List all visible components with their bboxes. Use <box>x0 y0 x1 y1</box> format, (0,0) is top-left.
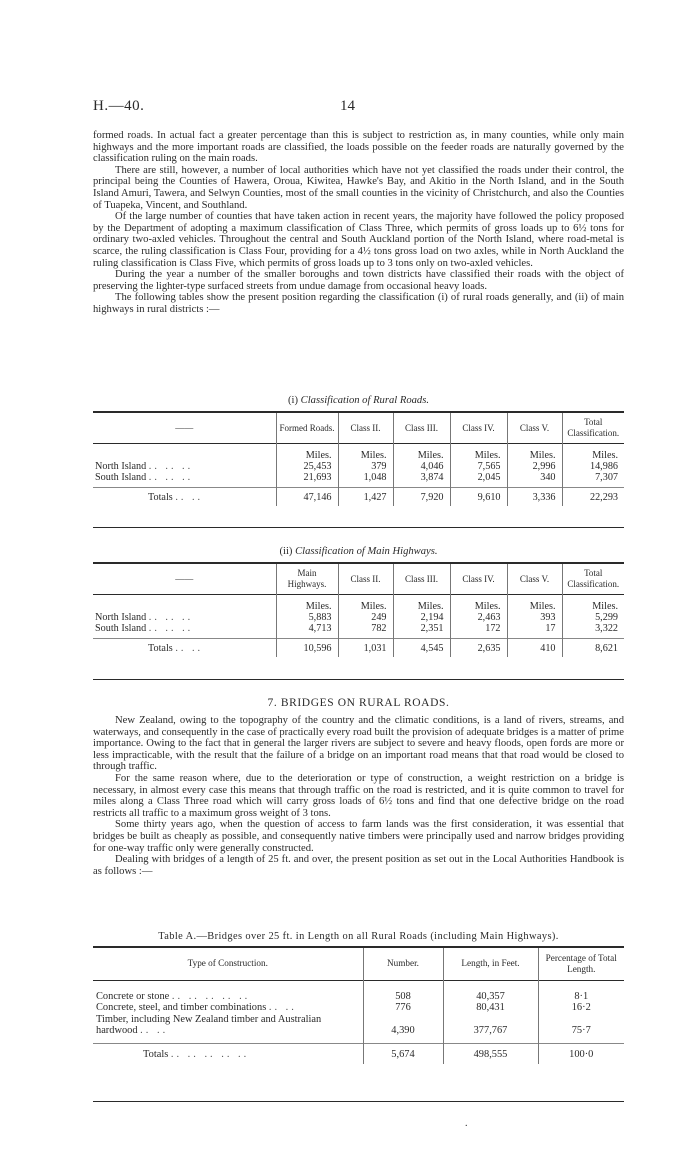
table-cell: 377,767 <box>443 1014 538 1037</box>
table2-col-header: Class IV. <box>450 564 507 595</box>
table2-totals-row: Totals .. .. 10,596 1,031 4,545 2,635 410 8,621 <box>93 639 624 658</box>
total-cell: 1,031 <box>338 639 393 658</box>
table-cell: 40,357 <box>443 991 538 1002</box>
total-cell: 3,336 <box>507 488 562 507</box>
table-row: Timber, including New Zealand timber and Australian hardwood .. .. 4,390 377,767 75·7 <box>93 1014 624 1037</box>
table-cell: 379 <box>338 461 393 472</box>
unit-cell: Miles. <box>507 595 562 613</box>
table-cell: 3,322 <box>562 623 624 634</box>
table-a-col-header: Number. <box>363 948 443 981</box>
totals-label: Totals <box>143 1048 169 1060</box>
unit-cell: Miles. <box>562 444 624 462</box>
total-cell: 7,920 <box>393 488 450 507</box>
table-row: South Island .. .. .. 4,713 782 2,351 172 17 3,322 <box>93 623 624 634</box>
table2-caption-text: Classification of Main Highways. <box>295 546 438 557</box>
table-cell: 75·7 <box>538 1014 624 1037</box>
table-cell: 17 <box>507 623 562 634</box>
table1-col-header: Class II. <box>338 413 393 444</box>
paragraph: The following tables show the present position regarding the classification (i) of rural roads generally, and (ii) of main highways in rural districts :— <box>93 292 624 315</box>
table1-totals-row: Totals .. .. 47,146 1,427 7,920 9,610 3,336 22,293 <box>93 488 624 507</box>
table1-col-header: Formed Roads. <box>276 413 338 444</box>
table-a-bridges <box>93 948 624 1064</box>
table2-col-header: Class III. <box>393 564 450 595</box>
table-cell: 5,299 <box>562 612 624 623</box>
page-number: 14 <box>340 98 355 114</box>
table2-main-highways <box>93 564 624 657</box>
table-cell: 2,996 <box>507 461 562 472</box>
unit-cell: Miles. <box>562 595 624 613</box>
table1-units-row <box>93 444 624 462</box>
table2-blank-header: —— <box>175 573 194 584</box>
row-label: South Island <box>95 472 147 483</box>
table-a-col-header: Length, in Feet. <box>443 948 538 981</box>
table1-col-header: Class III. <box>393 413 450 444</box>
total-cell: 1,427 <box>338 488 393 507</box>
total-cell: 4,545 <box>393 639 450 658</box>
table2-header-row <box>93 564 624 595</box>
table-row: Concrete, steel, and timber combinations .. .. 776 80,431 16·2 <box>93 1002 624 1013</box>
table1-caption-text: Classification of Rural Roads. <box>300 395 429 406</box>
paragraph: There are still, however, a number of local authorities which have not yet classified the roads under their control, the principal being the Counties of Hawera, Oroua, Kiwitea, Hawke's Bay, and Akitio in the North Island, and in the South Island Amuri, Tawera, and Selwyn Counties, most of the small counties in the vicinity of Christchurch, and also the Counties of Tuapeka, Vincent, and Southland. <box>93 164 624 211</box>
table-cell: 776 <box>363 1002 443 1013</box>
total-cell: 22,293 <box>562 488 624 507</box>
table-a-totals-row: Totals .. .. .. .. .. 5,674 498,555 100·0 <box>93 1043 624 1064</box>
table-cell: 4,390 <box>363 1014 443 1037</box>
table1-col-header: Class V. <box>507 413 562 444</box>
unit-cell: Miles. <box>450 595 507 613</box>
paragraph: During the year a number of the smaller boroughs and town districts have classified their roads with the object of preserving the lighter-type surfaced streets from undue damage from occasional heavy loads. <box>93 269 624 292</box>
unit-cell: Miles. <box>276 595 338 613</box>
row-label: North Island <box>95 612 147 623</box>
unit-cell: Miles. <box>450 444 507 462</box>
table1-blank-header: —— <box>175 422 194 433</box>
row-label: South Island <box>95 623 147 634</box>
table1-caption <box>93 395 624 406</box>
unit-cell: Miles. <box>338 444 393 462</box>
table-a-header-row <box>93 948 624 981</box>
table-cell: 3,874 <box>393 472 450 483</box>
table1-header-row <box>93 413 624 444</box>
table-cell: 21,693 <box>276 472 338 483</box>
table-a-col-header: Type of Construction. <box>187 958 268 969</box>
paragraph: For the same reason where, due to the deterioration or type of construction, a weight restriction on a bridge is necessary, in almost every case this means that through traffic on the road is restricted, and it is quite common to travel for miles along a Class Three road which will carry gross loads of 6½ tons and find that one defective bridge on the road restricts all traffic to a maximum gross weight of 3 tons. <box>93 772 624 819</box>
table1-col-header: Class IV. <box>450 413 507 444</box>
document-reference: H.—40. <box>93 98 145 114</box>
table1-caption-number: (i) <box>288 395 299 406</box>
total-cell: 8,621 <box>562 639 624 658</box>
table-row: North Island .. .. .. 5,883 249 2,194 2,463 393 5,299 <box>93 612 624 623</box>
totals-label: Totals <box>148 492 173 503</box>
table2-bottom-rule <box>93 679 624 680</box>
total-cell: 47,146 <box>276 488 338 507</box>
table-cell: 2,463 <box>450 612 507 623</box>
unit-cell: Miles. <box>276 444 338 462</box>
table2-units-row <box>93 595 624 613</box>
table1-bottom-rule <box>93 527 624 528</box>
table-cell: 7,307 <box>562 472 624 483</box>
table-cell: 4,046 <box>393 461 450 472</box>
total-cell: 2,635 <box>450 639 507 658</box>
table-cell: 782 <box>338 623 393 634</box>
footer-mark: . <box>465 1118 468 1129</box>
table-cell: 80,431 <box>443 1002 538 1013</box>
row-label: Concrete, steel, and timber combinations <box>96 1002 267 1014</box>
table-row: North Island .. .. .. 25,453 379 4,046 7,565 2,996 14,986 <box>93 461 624 472</box>
row-label: Concrete or stone <box>96 991 170 1002</box>
section-title: 7. BRIDGES ON RURAL ROADS. <box>267 697 450 709</box>
table1-rural-roads <box>93 413 624 506</box>
table-cell: 16·2 <box>538 1002 624 1013</box>
row-label: North Island <box>95 461 147 472</box>
section7-text <box>93 715 624 877</box>
table-a-title: Table A.—Bridges over 25 ft. in Length on all Rural Roads (including Main Highways). <box>158 931 559 942</box>
table-cell: 2,045 <box>450 472 507 483</box>
table-cell: 249 <box>338 612 393 623</box>
table-a-col-header: Percentage of Total Length. <box>538 948 624 981</box>
paragraph: New Zealand, owing to the topography of the country and the climatic conditions, is a land of rivers, streams, and waterways, and consequently in the case of practically every road built the provision of adequate bridges is a matter of prime importance. Owing to the fact that in general the larger rivers are subject to severe and heavy floods, open fords are more or less impracticable, with the result that the failure of a bridge on an important road means that that road would be closed to through traffic. <box>93 715 624 773</box>
table-row: Concrete or stone .. .. .. .. .. 508 40,357 8·1 <box>93 991 624 1002</box>
table-cell: 508 <box>363 991 443 1002</box>
table-cell: 393 <box>507 612 562 623</box>
totals-label: Totals <box>148 643 173 654</box>
table2-caption <box>93 546 624 557</box>
table2-col-header: Class V. <box>507 564 562 595</box>
table1-col-header: Total Classification. <box>562 413 624 444</box>
table-cell: 172 <box>450 623 507 634</box>
table-cell: 2,194 <box>393 612 450 623</box>
paragraph: Of the large number of counties that have taken action in recent years, the majority have followed the policy proposed by the Department of adopting a maximum classification of Class Three, which permits of gross loads up to 6½ tons for ordinary two-axled vehicles. Throughout the central and South Auckland portion of the North Island, where road-metal is scarce, the ruling classification is Class Four, providing for a 4½ tons gross load on two axles, while in North Auckland the ruling classification is Class Five, which permits of gross loads up to 3 tons only on two-axled vehicles. <box>93 211 624 269</box>
intro-text <box>93 130 624 316</box>
total-cell: 5,674 <box>363 1043 443 1064</box>
table2-caption-number: (ii) <box>279 546 293 557</box>
paragraph: formed roads. In actual fact a greater percentage than this is subject to restriction as, in many counties, while only main highways and the more important roads are classified, the loads possible on the feeder roads are naturally governed by the classification ruling on the main roads. <box>93 130 624 165</box>
table-cell: 4,713 <box>276 623 338 634</box>
unit-cell: Miles. <box>393 444 450 462</box>
table-cell: 7,565 <box>450 461 507 472</box>
total-cell: 410 <box>507 639 562 658</box>
table-cell: 340 <box>507 472 562 483</box>
unit-cell: Miles. <box>338 595 393 613</box>
table-cell: 25,453 <box>276 461 338 472</box>
table-cell: 14,986 <box>562 461 624 472</box>
total-cell: 9,610 <box>450 488 507 507</box>
paragraph: Dealing with bridges of a length of 25 ft. and over, the present position as set out in the Local Authorities Handbook is as follows :— <box>93 854 624 877</box>
paragraph: Some thirty years ago, when the question of access to farm lands was the first consideration, it was essential that bridges be built as cheaply as possible, and consequently native timbers were principally used and narrow bridges providing for one-way traffic only were generally constructed. <box>93 819 624 854</box>
total-cell: 10,596 <box>276 639 338 658</box>
table-row: South Island .. .. .. 21,693 1,048 3,874 2,045 340 7,307 <box>93 472 624 483</box>
table-cell: 8·1 <box>538 991 624 1002</box>
table2-col-header: Main Highways. <box>276 564 338 595</box>
row-label: Timber, including New Zealand timber and Australian hardwood <box>96 1013 322 1037</box>
unit-cell: Miles. <box>507 444 562 462</box>
unit-cell: Miles. <box>393 595 450 613</box>
table-cell: 5,883 <box>276 612 338 623</box>
table2-col-header: Total Classification. <box>562 564 624 595</box>
table2-col-header: Class II. <box>338 564 393 595</box>
total-cell: 100·0 <box>538 1043 624 1064</box>
table-cell: 1,048 <box>338 472 393 483</box>
total-cell: 498,555 <box>443 1043 538 1064</box>
table-a-bottom-rule <box>93 1101 624 1102</box>
table-cell: 2,351 <box>393 623 450 634</box>
